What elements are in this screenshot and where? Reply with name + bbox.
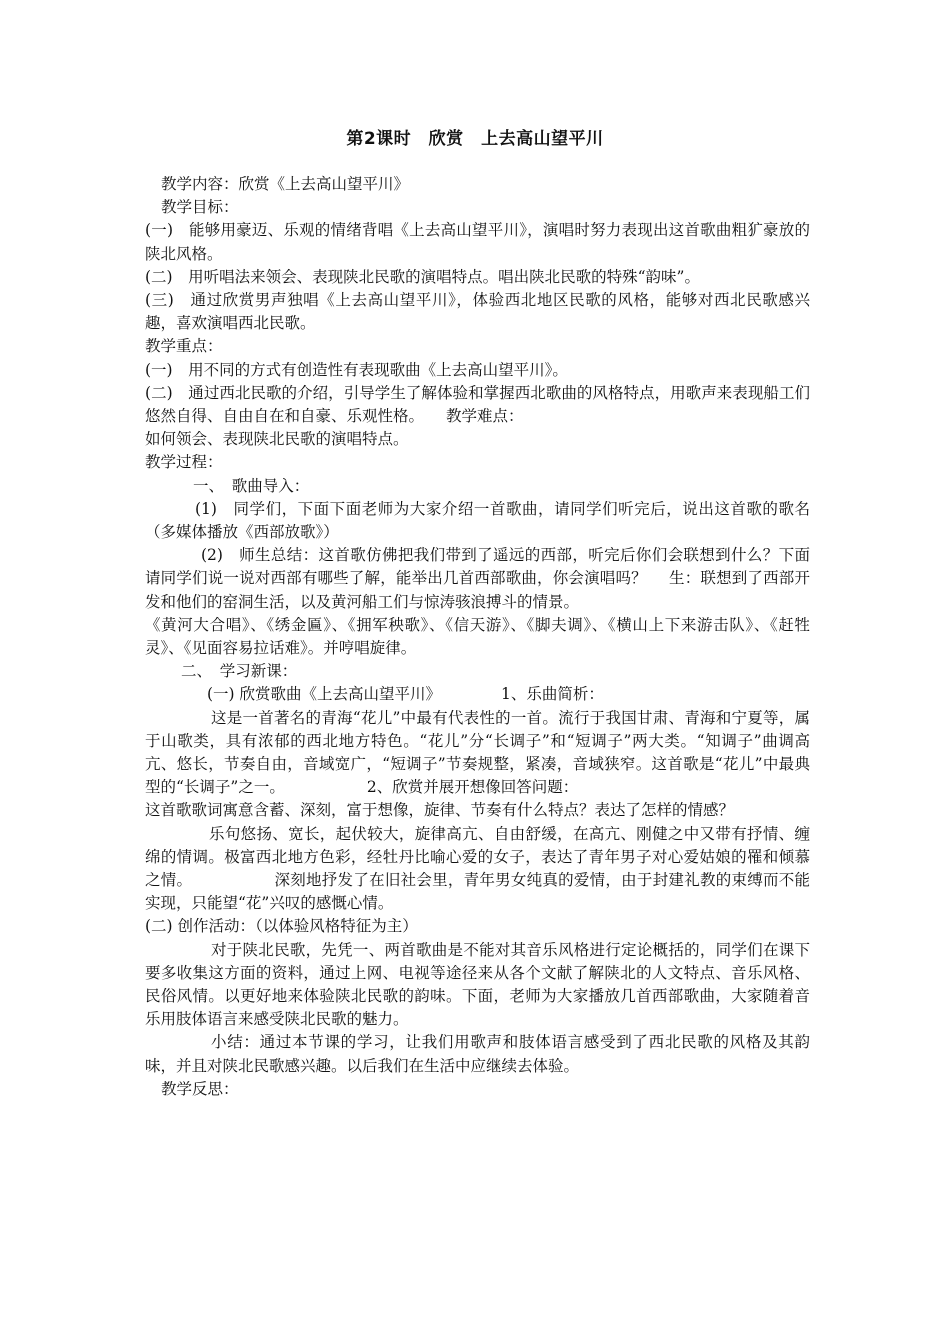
content-line: 教学内容：欣赏《上去高山望平川》 (161, 175, 410, 193)
answer-paragraph (145, 823, 810, 916)
question-text: 这首歌歌词寓意含蓄、深刻，富于想像，旋律、节奏有什么特点？表达了怎样的情感？ (145, 801, 735, 820)
subsection-1-item-1: 1、乐曲简析： (501, 685, 604, 704)
analysis-text: 这是一首著名的青海“花儿”中最有代表性的一首。流行于我国甘肃、青海和宁夏等，属于山歌类，具有浓郁的西北地方特色。“花儿”分“长调子”和“短调子”两大类。“知调子”曲调高亢、悠长，节奏自由，音域宽广，“短调子”节奏规整，紧凑，音域狭窄。这首歌是“花儿”中最典型的“长调子”之一。 (145, 708, 810, 797)
step-1-title: 一、 歌曲导入： (193, 476, 310, 495)
answer-text-2: 深刻地抒发了在旧社会里，青年男女纯真的爱情，由于封建礼教的束缚而不能实现，只能望“花”兴叹的感慨心情。 (145, 870, 810, 913)
step-1-paragraph-1: (1) 同学们，下面下面老师为大家介绍一首歌曲，请同学们听完后，说出这首歌的歌名（多媒体播放《西部放歌》） (145, 499, 810, 541)
summary-paragraph: 小结：通过本节课的学习，让我们用歌声和肢体语言感受到了西北民歌的风格及其韵味，并且对陕北民歌感兴趣。以后我们在生活中应继续去体验。 (145, 1033, 810, 1075)
analysis-question-label: 2、欣赏并展开想像回答问题： (366, 778, 579, 797)
reflection-label: 教学反思： (161, 1079, 239, 1098)
difficulty-text: 如何领会、表现陕北民歌的演唱特点。 (145, 430, 409, 449)
analysis-paragraph (145, 707, 810, 800)
goals-label: 教学目标： (161, 198, 239, 217)
activity-paragraph: 对于陕北民歌，先凭一、两首歌曲是不能对其音乐风格进行定论概括的，同学们在课下要多收集这方面的资料，通过上网、电视等途径来从各个文献了解陕北的人文特点、音乐风格、民俗风情。以更好地来体验陕北民歌的韵味。下面，老师为大家播放几首西部歌曲，大家随着音乐用肢体语言来感受陕北民歌的魅力。 (145, 940, 810, 1029)
step-1-paragraph-2-teacher: (2) 师生总结：这首歌仿佛把我们带到了遥远的西部，听完后你们会联想到什么？下面请同学们说一说对西部有哪些了解，能举出几首西部歌曲，你会演唱吗？ (145, 546, 810, 588)
step-2-title: 二、 学习新课： (181, 662, 298, 681)
goal-2: (二) 用听唱法来领会、表现陕北民歌的演唱特点。唱出陕北民歌的特殊“韵味”。 (145, 267, 700, 286)
key-2 (145, 382, 810, 428)
key-1: (一) 用不同的方式有创造性有表现歌曲《上去高山望平川》。 (145, 360, 568, 379)
key-2-text: (二) 通过西北民歌的介绍，引导学生了解体验和掌握西北歌曲的风格特点，用歌声来表现船工们悠然自得、自由自在和自豪、乐观性格。 (145, 383, 810, 425)
answer-text-1: 乐句悠扬、宽长，起伏较大，旋律高亢、自由舒缓，在高亢、刚健之中又带有抒情、缠绵的情调。极富西北地方色彩，经牡丹比喻心爱的女子，表达了青年男子对心爱姑娘的罹和倾慕之情。 (145, 824, 810, 889)
goal-1: (一) 能够用豪迈、乐观的情绪背唱《上去高山望平川》，演唱时努力表现出这首歌曲粗犷豪放的陕北风格。 (145, 221, 810, 263)
subsection-1-heading (145, 683, 810, 706)
goal-3: (三) 通过欣赏男声独唱《上去高山望平川》，体验西北地区民歌的风格，能够对西北民歌感兴趣，喜欢演唱西北民歌。 (145, 290, 810, 333)
document-body (145, 173, 810, 1101)
subsection-2-title: (二) 创作活动：（以体验风格特征为主） (145, 917, 418, 936)
key-label: 教学重点： (145, 337, 223, 356)
song-list: 《黄河大合唱》、《绣金匾》、《拥军秧歌》、《信天游》、《脚夫调》、《横山上下来游击队》、《赶牲灵》、《见面容易拉话难》。并哼唱旋律。 (145, 615, 810, 657)
step-1-paragraph-2 (145, 544, 810, 614)
process-label: 教学过程： (145, 453, 223, 472)
step-1-paragraph-2-student: 生：联想到了西部开发和他们的窑洞生活，以及黄河船工们与惊涛骇浪搏斗的情景。 (145, 569, 810, 611)
difficulty-label: 教学难点： (446, 406, 524, 425)
page-title: 第2课时 欣赏 上去高山望平川 (346, 129, 604, 149)
subsection-1-title: (一) 欣赏歌曲《上去高山望平川》 (207, 685, 442, 704)
